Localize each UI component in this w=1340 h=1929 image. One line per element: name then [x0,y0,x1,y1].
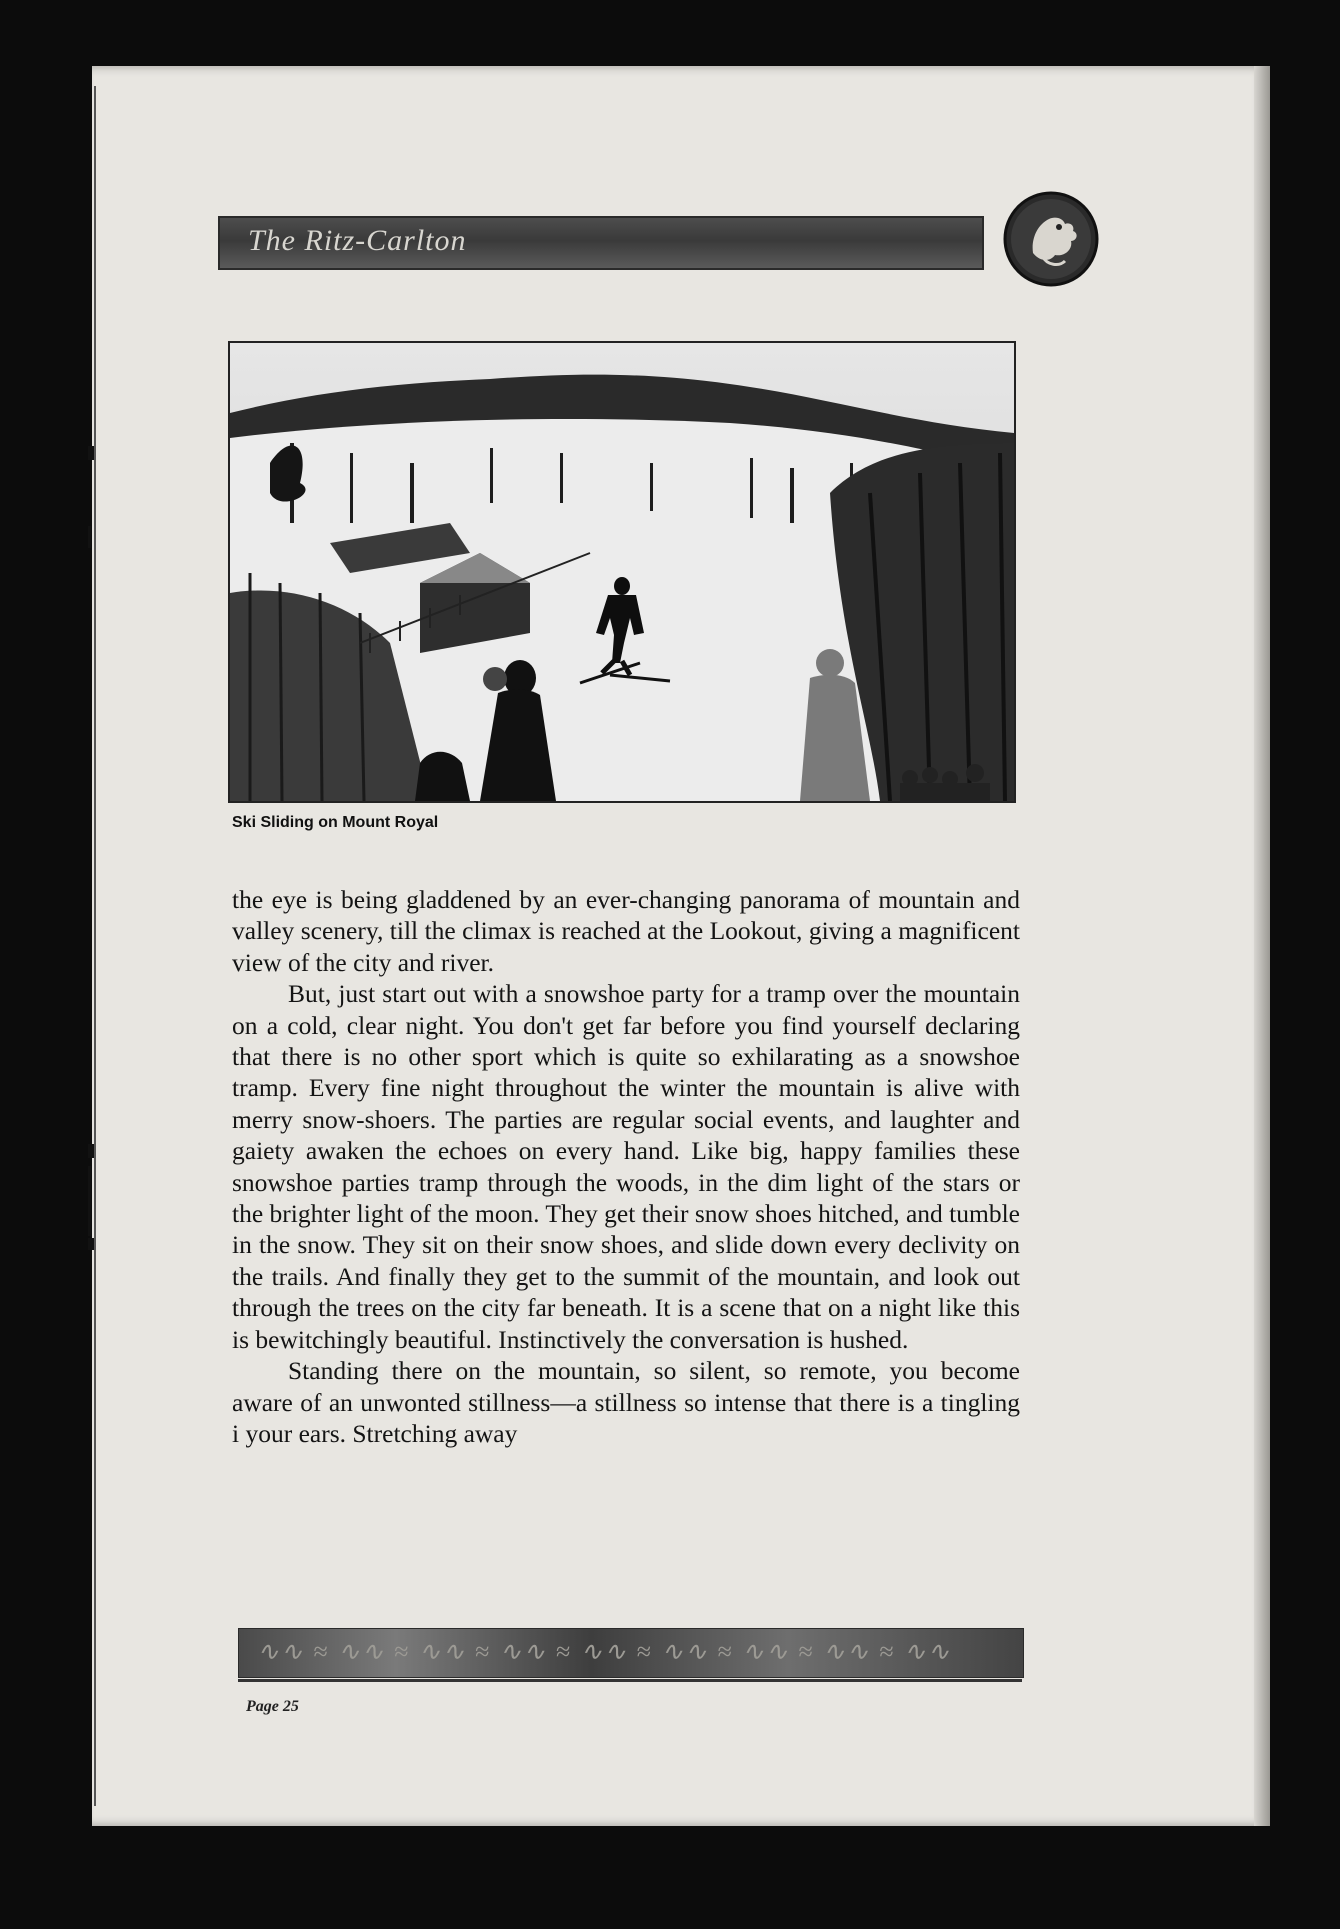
footer-ornament-band [238,1628,1024,1678]
book-page [92,66,1270,1826]
footer-rule [238,1679,1022,1682]
ski-slope-photo-illustration [230,343,1014,801]
gutter-mark [88,1238,94,1250]
page-number: Page 25 [246,1698,299,1715]
paragraph: But, just start out with a snowshoe party for a tramp over the mountain on a cold, clear night. You don't get far before you find yourself declaring that there is no other sport which is quite so exhilarating as a snowshoe tramp. Every fine night throughout the winter the mountain is alive with merry snow-shoers. The parties are regular social events, and laughter and gaiety awaken the echoes on every hand. Like big, happy families these snowshoe parties tramp through the woods, in the dim light of the stars or the brighter light of the moon. They get their snow shoes hitched, and tumble in the snow. They sit on their snow shoes, and slide down every declivity on the trails. And finally they get to the summit of the mountain, and look out through the trees on the city far beneath. It is a scene that on a night like this is bewitchingly beautiful. Instinctively the conversation is hushed. [232,979,1020,1354]
footer-ornament-pattern: ∿∿ ≈ ∿∿ ≈ ∿∿ ≈ ∿∿ ≈ ∿∿ ≈ ∿∿ ≈ ∿∿ ≈ ∿∿ ≈ ∿∿ [257,1637,952,1666]
running-title: The Ritz-Carlton [248,224,467,257]
gutter-mark [88,1144,94,1158]
gutter-mark [88,446,94,460]
header-ornament-band [218,216,984,270]
gutter-line [94,86,96,1806]
gutter-mark [88,526,91,548]
page-edge-shadow [1254,66,1270,1826]
gutter-mark [88,1166,91,1236]
lion-seal-logo [1003,191,1099,287]
paragraph: Standing there on the mountain, so silent, so remote, you become aware of an unwonted stillness—a stillness so intense that there is a tingling i your ears. Stretching away [232,1356,1020,1448]
photo-caption: Ski Sliding on Mount Royal [232,814,439,831]
article-body [232,884,1020,1449]
photograph-ski-sliding [228,341,1016,803]
paragraph: the eye is being gladdened by an ever-changing panorama of mountain and valley scenery, till the climax is reached at the Lookout, giving a magnificent view of the city and river. [232,885,1020,977]
